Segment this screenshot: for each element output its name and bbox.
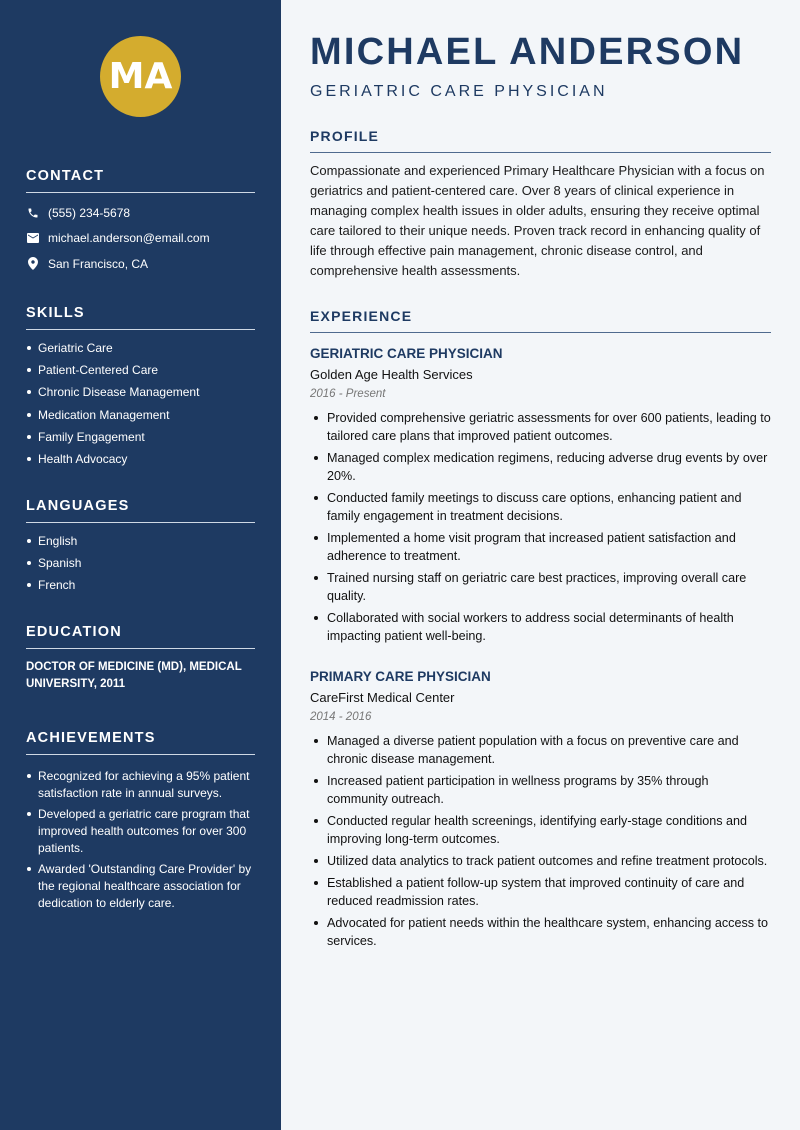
list-item: Spanish [26,555,255,577]
list-item: Patient-Centered Care [26,362,255,384]
list-item: Health Advocacy [26,451,255,473]
job-bullets [310,409,771,645]
job-role: PRIMARY CARE PHYSICIAN [310,669,491,684]
languages-heading: LANGUAGES [26,498,255,523]
job-dates: 2016 - Present [310,388,386,400]
candidate-title: GERIATRIC CARE PHYSICIAN [310,83,608,100]
contact-location [26,251,255,277]
languages-section [26,498,255,600]
list-item: Awarded 'Outstanding Care Provider' by the regional healthcare association for dedication to elderly care. [26,861,255,912]
list-item: Chronic Disease Management [26,384,255,406]
list-item: Established a patient follow-up system that improved continuity of care and reduced readmission rates. [310,874,771,910]
email-icon [26,231,40,245]
list-item: Advocated for patient needs within the healthcare system, enhancing access to services. [310,914,771,950]
location-text: San Francisco, CA [48,256,149,271]
skills-list [26,340,255,473]
job-dates: 2014 - 2016 [310,711,372,723]
sidebar [0,0,281,1130]
job-company: CareFirst Medical Center [310,690,455,705]
phone-icon [26,206,40,220]
achievements-heading: ACHIEVEMENTS [26,730,255,755]
list-item: Recognized for achieving a 95% patient satisfaction rate in annual surveys. [26,768,255,802]
job-role: GERIATRIC CARE PHYSICIAN [310,346,503,361]
achievements-list [26,768,255,912]
languages-list [26,533,255,600]
contact-phone [26,200,255,226]
skills-heading: SKILLS [26,305,255,330]
job-entry [310,669,771,954]
email-text: michael.anderson@email.com [48,231,210,246]
job-company: Golden Age Health Services [310,367,473,382]
experience-heading: EXPERIENCE [310,308,771,333]
contact-section [26,168,255,277]
profile-text: Compassionate and experienced Primary Healthcare Physician with a focus on geriatrics and patient-centered care. Over 8 years of clinical experience in managing complex health issues in older adults, ensuring they receive optimal care tailored to their unique needs. Proven track record in enhancing quality of life through effective pain management, chronic disease control, and comprehensive health assessments. [310,163,765,278]
list-item: English [26,533,255,555]
experience-section [310,308,771,333]
list-item: Geriatric Care [26,340,255,362]
profile-heading: PROFILE [310,128,771,153]
contact-email [26,226,255,252]
list-item: French [26,577,255,599]
list-item: Utilized data analytics to track patient outcomes and refine treatment protocols. [310,852,771,870]
skills-section [26,305,255,473]
profile-section [310,128,771,281]
list-item: Provided comprehensive geriatric assessments for over 600 patients, leading to tailored care plans that improved patient outcomes. [310,409,771,445]
achievements-section [26,730,255,916]
avatar: MA [100,36,181,117]
education-heading: EDUCATION [26,624,255,649]
list-item: Medication Management [26,407,255,429]
list-item: Developed a geriatric care program that improved health outcomes for over 300 patients. [26,806,255,857]
location-pin-icon [26,257,40,271]
list-item: Family Engagement [26,429,255,451]
list-item: Trained nursing staff on geriatric care best practices, improving overall care quality. [310,569,771,605]
list-item: Managed complex medication regimens, reducing adverse drug events by over 20%. [310,449,771,485]
list-item: Increased patient participation in wellness programs by 35% through community outreach. [310,772,771,808]
job-bullets [310,732,771,950]
job-entry [310,346,771,649]
contact-heading: CONTACT [26,168,255,193]
candidate-name: MICHAEL ANDERSON [310,31,745,73]
phone-text: (555) 234-5678 [48,205,131,220]
education-degree: DOCTOR OF MEDICINE (MD), MEDICAL UNIVERSITY, 2011 [26,661,242,690]
list-item: Implemented a home visit program that increased patient satisfaction and adherence to treatment. [310,529,771,565]
education-section [26,624,255,693]
list-item: Managed a diverse patient population with a focus on preventive care and chronic disease management. [310,732,771,768]
list-item: Conducted family meetings to discuss care options, enhancing patient and family engagement in treatment decisions. [310,489,771,525]
list-item: Collaborated with social workers to address social determinants of health impacting patient well-being. [310,609,771,645]
list-item: Conducted regular health screenings, identifying early-stage conditions and improving long-term outcomes. [310,812,771,848]
